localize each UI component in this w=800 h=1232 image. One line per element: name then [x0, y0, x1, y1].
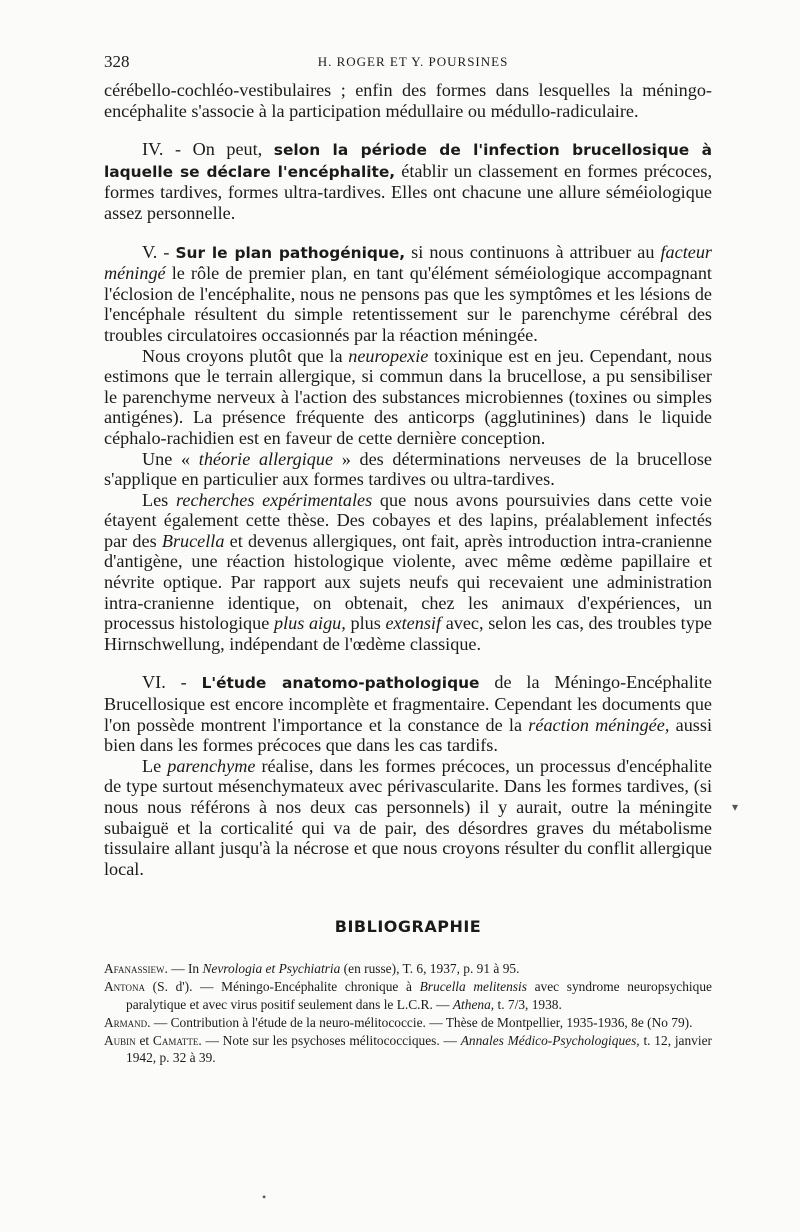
section-v-paragraph-3: Une « théorie allergique » des déterminations nerveuses de la brucellose s'applique en particulier aux formes tardives ou ultra-tardives.: [104, 448, 712, 490]
section-v-paragraph-2: Nous croyons plutôt que la neuropexie toxinique est en jeu. Cependant, nous estimons que le terrain allergique, si commun dans la brucellose, a pu sensibiliser le parenchyme nerveux à l'action des substances microbiennes (toxines ou simples antigénes). La présence fréquente des anticorps (agglutinines) dans le liquide céphalo-rachidien est en faveur de cette dernière conception.: [104, 345, 712, 448]
section-vi-paragraph-1: VI. - L'étude anatomo-pathologique de la Méningo-Encéphalite Brucellosique est encore incomplète et fragmentaire. Cependant les documents que l'on possède montrent l'importance et la constance de la réaction méningée, aussi bien dans les formes précoces que dans les cas tardifs.: [104, 672, 713, 756]
section-vi-paragraph-2: Le parenchyme réalise, dans les formes précoces, un processus d'encéphalite de type surtout mésenchymateux avec périvascularite. Dans les formes tardives, (si nous nous référons à nos deux cas personnels) il y aurait, outre la méningite subaiguë et la corticalité qui va de pair, des désordres graves du métabolisme tissulaire allant jusqu'à la nécrose et que nous croyons résulter du conflit allergique local.: [104, 755, 712, 879]
reference-item: Antona (S. d'). — Méningo-Encéphalite chronique à Brucella melitensis avec syndrome neuropsychique paralytique et avec virus positif seulement dans le L.C.R. — Athena, t. 7/3, 1938.: [104, 979, 712, 1012]
page-header: [104, 52, 712, 80]
reference-item: Afanassiew. — In Nevrologia et Psychiatria (en russe), T. 6, 1937, p. 91 à 95.: [104, 961, 520, 977]
bibliography-heading: BIBLIOGRAPHIE: [334, 917, 482, 937]
document-page: [104, 52, 712, 1067]
section-v-paragraph-1: V. - Sur le plan pathogénique, si nous continuons à attribuer au facteur méningé le rôle de premier plan, en tant qu'élément séméiologique accompagnant l'éclosion de l'encéphalite, nous ne pensons pas que les symptômes et les lésions de l'encéphale résultent du simple retentissement sur le parenchyme cérébral des troubles circulatoires occasionnés par la réaction méningée.: [104, 241, 712, 345]
bibliography-list: [104, 960, 712, 1067]
margin-speck: ▾: [732, 800, 739, 814]
section-v-paragraph-4: Les recherches expérimentales que nous avons poursuivies dans cette voie étayent également cette thèse. Des cobayes et des lapins, préalablement infectés par des Brucella et devenus allergiques, ont fait, après introduction intra-cranienne d'antigène, une réaction histologique violente, avec même œdème papillaire et névrite optique. Par rapport aux sujets neufs qui recevaient une administration intra-cranienne identique, on obtenait, chez les animaux d'expériences, un processus histologique plus aigu, plus extensif avec, selon les cas, des troubles type Hirnschwellung, indépendant de l'œdème classique.: [104, 489, 712, 654]
reference-item: Armand. — Contribution à l'étude de la neuro-mélitococcie. — Thèse de Montpellier, 1935-1936, 8e (No 79).: [104, 1014, 693, 1030]
intro-paragraph: cérébello-cochléo-vestibulaires ; enfin des formes dans lesquelles la méningo-encéphalite s'associe à la participation médullaire ou médullo-radiculaire.: [104, 80, 712, 121]
section-iv-paragraph: IV. - On peut, selon la période de l'infection brucellosique à laquelle se déclare l'encéphalite, établir un classement en formes précoces, formes tardives, formes ultra-tardives. Elles ont chacune une allure séméiologique assez personnelle.: [104, 139, 712, 223]
running-head: H. ROGER ET Y. POURSINES: [317, 54, 509, 69]
reference-item: Aubin et Camatte. — Note sur les psychoses mélitococciques. — Annales Médico-Psychologiques, t. 12, janvier 1942, p. 32 à 39.: [104, 1032, 713, 1066]
page-speck: •: [262, 1190, 267, 1204]
page-number: 328: [104, 52, 130, 71]
